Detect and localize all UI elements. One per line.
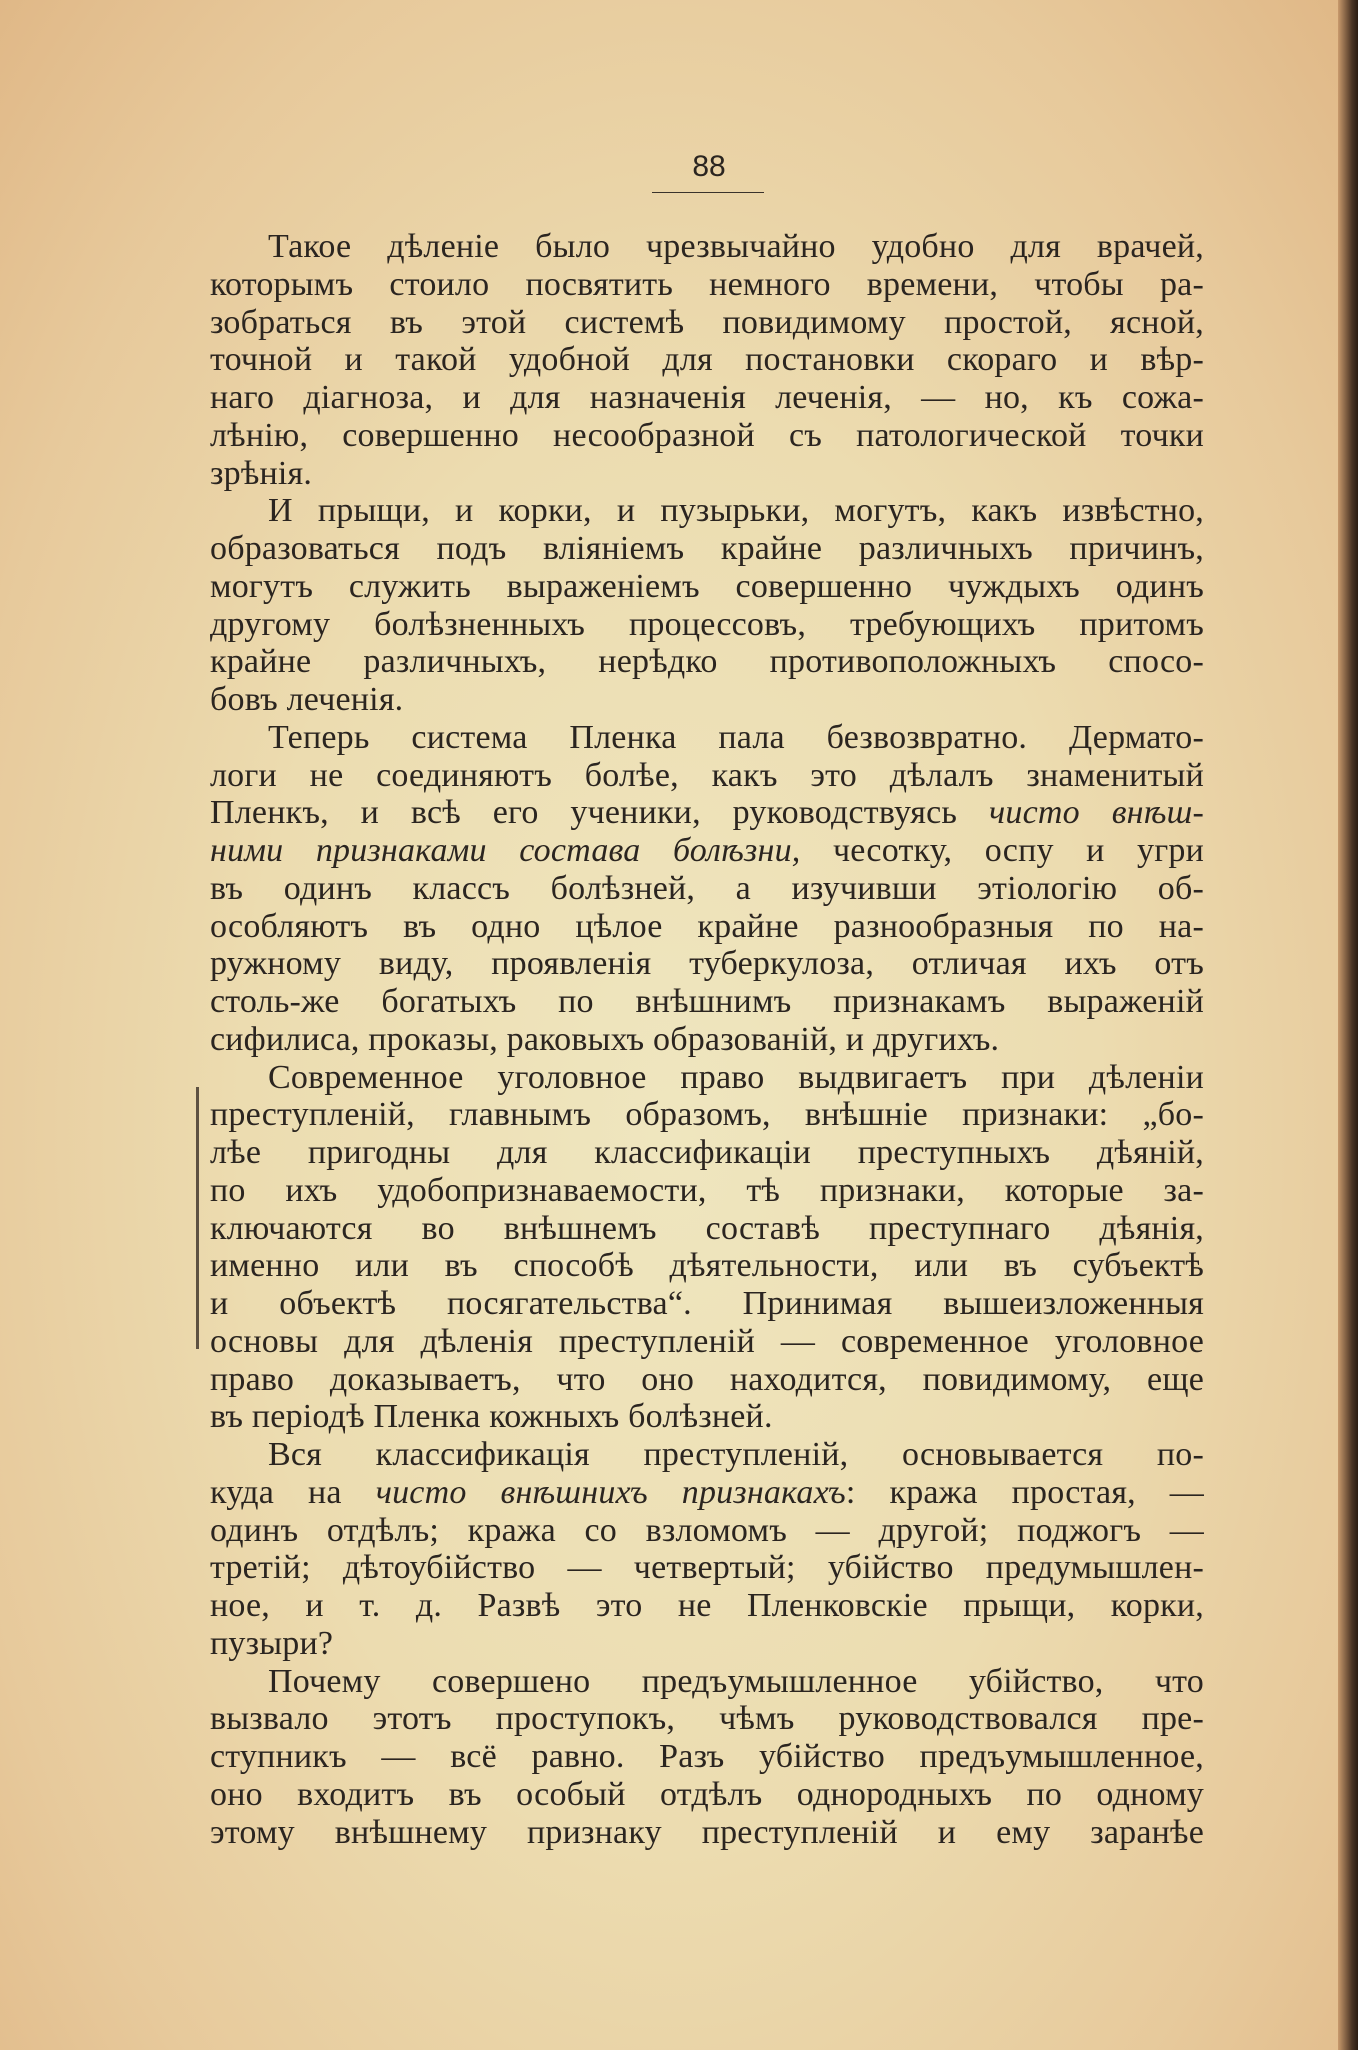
italic-emphasis: чисто внѣшнихъ признакахъ (375, 1473, 846, 1511)
text-line (210, 794, 1204, 832)
text-segment: и объектѣ посягательства“. Принимая вышеизложенныя (210, 1285, 1204, 1322)
text-line (210, 870, 1204, 908)
text-line (210, 417, 1204, 455)
text-line (210, 1549, 1204, 1587)
body-text (210, 228, 1204, 1851)
text-segment: точной и такой удобной для постановки скораго и вѣр- (210, 341, 1204, 379)
text-segment: чесотку, оспу и угри (832, 832, 1204, 869)
text-line (210, 568, 1204, 606)
text-line (210, 1323, 1204, 1361)
text-line (210, 1210, 1204, 1248)
text-segment: ное, и т. д. Развѣ это не Пленковскіе прыщи, корки, (210, 1587, 1204, 1624)
text-segment: по ихъ удобопризнаваемости, тѣ признаки, которые за- (210, 1171, 1204, 1209)
text-segment: могутъ служить выраженіемъ совершенно чуждыхъ одинъ (210, 567, 1204, 605)
text-line (210, 1285, 1204, 1323)
text-segment: зрѣнія. (210, 454, 313, 492)
text-segment: столь-же богатыхъ по внѣшнимъ признакамъ выраженій (210, 983, 1204, 1020)
text-segment: Почему совершено предъумышленное убійство, что (268, 1662, 1204, 1700)
text-segment: преступленій, главнымъ образомъ, внѣшніе признаки: „бо- (210, 1096, 1204, 1134)
text-segment: Вся классификація преступленій, основывается по- (268, 1436, 1204, 1473)
text-segment: образоваться подъ вліяніемъ крайне различныхъ причинъ, (210, 530, 1204, 567)
text-line (210, 455, 1204, 493)
text-segment: этому внѣшнему признаку преступленій и ему заранѣе (210, 1813, 1204, 1851)
text-line (210, 1474, 1204, 1512)
text-line (210, 1814, 1204, 1852)
text-line (210, 266, 1204, 304)
text-line (210, 341, 1204, 379)
text-segment: Пленкъ, и всѣ его ученики, руководствуясь (210, 794, 989, 832)
text-line (210, 606, 1204, 644)
text-line (210, 1700, 1204, 1738)
text-segment: другому болѣзненныхъ процессовъ, требующихъ притомъ (210, 605, 1204, 643)
text-segment: наго діагноза, и для назначенія леченія, — но, къ сожа- (210, 379, 1204, 416)
text-line (210, 908, 1204, 946)
page-number: 88 (692, 150, 726, 183)
text-segment: пузыри? (210, 1624, 334, 1662)
text-segment: Теперь система Пленка пала безвозвратно. Дермато- (268, 718, 1204, 756)
page-edge (1338, 0, 1358, 2050)
text-segment: Такое дѣленіе было чрезвычайно удобно для врачей, (268, 228, 1204, 265)
text-line (210, 304, 1204, 342)
text-segment: лѣнію, совершенно несообразной съ патологической точки (210, 416, 1204, 454)
text-line (210, 1776, 1204, 1814)
text-line (210, 1134, 1204, 1172)
text-segment: бовъ леченія. (210, 681, 404, 718)
text-line (210, 228, 1204, 266)
text-segment: именно или въ способѣ дѣятельности, или въ субъектѣ (210, 1247, 1204, 1285)
text-line (210, 1436, 1204, 1474)
italic-emphasis: чисто внѣш- (989, 794, 1204, 832)
text-line (210, 1625, 1204, 1663)
text-segment: право доказываетъ, что оно находится, повидимому, еще (210, 1360, 1204, 1398)
text-segment: ступникъ — всё равно. Разъ убійство предъумышленное, (210, 1738, 1204, 1775)
text-line (210, 1096, 1204, 1134)
text-segment: : кража простая, — (845, 1473, 1204, 1511)
text-line (210, 1738, 1204, 1776)
text-segment: основы для дѣленія преступленій — современное уголовное (210, 1322, 1204, 1360)
text-line (210, 832, 1204, 870)
text-line (210, 1247, 1204, 1285)
text-segment: одинъ отдѣлъ; кража со взломомъ — другой; поджогъ — (210, 1511, 1204, 1549)
text-line (210, 945, 1204, 983)
text-line (210, 643, 1204, 681)
page-number-rule (652, 192, 764, 193)
text-line (210, 379, 1204, 417)
text-line (210, 1021, 1204, 1059)
text-line (210, 983, 1204, 1021)
text-segment: которымъ стоило посвятить немного времени, чтобы ра- (210, 265, 1204, 303)
text-line (210, 1361, 1204, 1399)
text-segment: зобраться въ этой системѣ повидимому простой, ясной, (210, 303, 1204, 341)
margin-pencil-mark (196, 1087, 199, 1349)
text-line (210, 1059, 1204, 1097)
text-segment: ключаются во внѣшнемъ составѣ преступнаго дѣянія, (210, 1209, 1204, 1247)
text-segment: оно входитъ въ особый отдѣлъ однородныхъ по одному (210, 1775, 1204, 1813)
text-segment: крайне различныхъ, нерѣдко противоположныхъ спосо- (210, 643, 1204, 681)
text-line (210, 681, 1204, 719)
text-line (210, 530, 1204, 568)
text-segment: вызвало этотъ проступокъ, чѣмъ руководствовался пре- (210, 1700, 1204, 1738)
text-line (210, 1512, 1204, 1550)
text-segment: куда на (210, 1473, 376, 1511)
text-line (210, 492, 1204, 530)
text-segment: ружному виду, проявленія туберкулоза, отличая ихъ отъ (210, 945, 1204, 983)
text-line (210, 719, 1204, 757)
text-line (210, 757, 1204, 795)
text-segment: логи не соединяютъ болѣе, какъ это дѣлалъ знаменитый (210, 756, 1204, 794)
text-segment: въ одинъ классъ болѣзней, а изучивши этіологію об- (210, 869, 1204, 907)
text-segment: особляютъ въ одно цѣлое крайне разнообразныя по на- (210, 907, 1204, 945)
italic-emphasis: ними признаками состава болѣзни, (210, 832, 833, 869)
text-line (210, 1587, 1204, 1625)
text-segment: сифилиса, проказы, раковыхъ образованій, и другихъ. (210, 1020, 1000, 1058)
text-line (210, 1172, 1204, 1210)
text-segment: въ періодѣ Пленка кожныхъ болѣзней. (210, 1398, 773, 1436)
text-segment: третій; дѣтоубійство — четвертый; убійство предумышлен- (210, 1549, 1204, 1587)
text-line (210, 1398, 1204, 1436)
text-segment: лѣе пригодны для классификаціи преступныхъ дѣяній, (210, 1134, 1204, 1171)
text-segment: И прыщи, и корки, и пузырьки, могутъ, какъ извѣстно, (268, 492, 1204, 530)
text-segment: Современное уголовное право выдвигаетъ при дѣленіи (268, 1058, 1204, 1096)
text-line (210, 1663, 1204, 1701)
